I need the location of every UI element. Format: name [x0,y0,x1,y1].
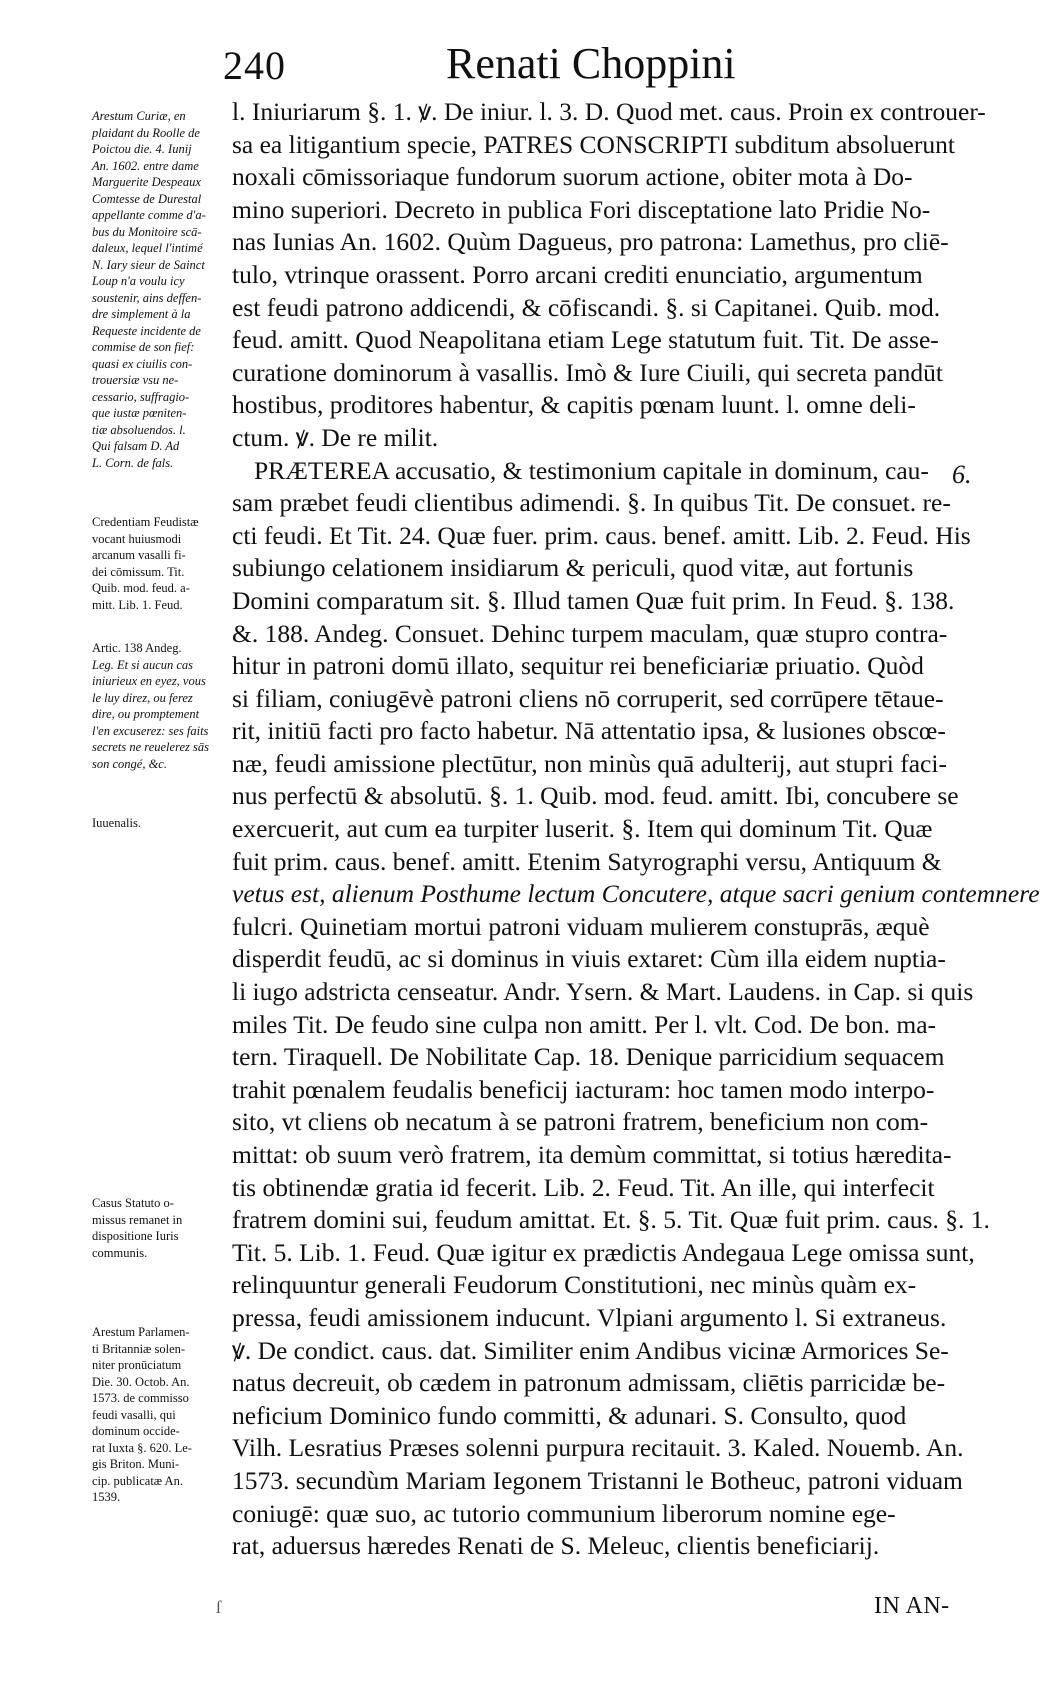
note-line: quasi ex ciuilis con- [92,356,193,371]
text-line: coniugē: quæ suo, ac tutorio communium liberorum nomine ege- [232,1498,896,1528]
sidebar-note-arestum-curiae [92,108,222,471]
text-line: exercuerit, aut cum ea turpiter luserit. §. Item qui dominum Tit. Quæ [232,814,933,844]
note-line: secrets ne reuelerez sās [92,740,209,754]
note-line: le luy direz, ou ferez [92,690,193,705]
text-line: rat, aduersus hæredes Renati de S. Meleuc, clientis beneficiarij. [232,1531,880,1561]
stray-ink-mark: ſ [216,1597,222,1617]
text-line: tis obtinendæ gratia id fecerit. Lib. 2. Feud. Tit. An ille, qui interfecit [232,1172,935,1202]
note-line: tiæ absoluendos. l. [92,422,186,437]
note-line: dre simplement à la [92,307,191,321]
note-line: feudi vasalli, qui [92,1407,176,1422]
main-text-block [232,96,1040,1563]
note-line: 1539. [92,1490,121,1504]
text-line: tern. Tiraquell. De Nobilitate Cap. 18. Denique parricidium sequacem [232,1042,945,1072]
text-line: si filiam, coniugēvè patroni cliens nō corruperit, sed corrūpere tētaue- [232,683,944,713]
note-line: Qui falsam D. Ad [92,439,180,453]
note-line: Quib. mod. feud. a- [92,581,190,595]
text-line: li iugo adstricta censeatur. Andr. Ysern. & Mart. Laudens. in Cap. si quis [232,977,974,1007]
text-line: miles Tit. De feudo sine culpa non amitt. Per l. vlt. Cod. De bon. ma- [232,1009,937,1039]
text-line: ctum. ꝟ. De re milit. [232,422,439,452]
note-line: Comtesse de Durestal [92,191,202,206]
text-line: Tit. 5. Lib. 1. Feud. Quæ igitur ex prædictis Andegaua Lege omissa sunt, [232,1237,975,1267]
note-line: rat Iuxta §. 620. Le- [92,1440,192,1455]
text-line: tulo, vtrinque orassent. Porro arcani crediti enunciatio, argumentum [232,259,923,289]
note-line: cip. publicatæ An. [92,1473,183,1488]
note-line: dei cōmissum. Tit. [92,564,185,579]
note-line: trouersiæ vsu ne- [92,373,179,387]
note-line: Iuuenalis. [92,816,141,830]
note-line: Arestum Parlamen- [92,1325,190,1339]
note-line: commise de son fief: [92,340,195,354]
text-line: nas Iunias An. 1602. Quùm Dagueus, pro patrona: Lamethus, pro cliē- [232,227,949,257]
note-line: An. 1602. entre dame [92,158,199,173]
running-title: Renati Choppini [446,39,736,88]
note-line: communis. [92,1245,148,1260]
note-line: cessario, suffragio- [92,389,190,404]
note-line: Arestum Curiæ, en [92,109,186,123]
text-line: nus perfectū & absolutū. §. 1. Quib. mod. feud. amitt. Ibi, concubere se [232,781,959,811]
text-line: pressa, feudi amissionem inducunt. Vlpiani argumento l. Si extraneus. [232,1302,947,1332]
text-line: næ, feudi amissione plectūtur, non minùs quā adulterij, aut stupri faci- [232,748,947,778]
text-line: hitur in patroni domū illato, sequitur rei beneficiariæ priuatio. Quòd [232,651,924,681]
sidebar-note-arestum-parlamenti [92,1324,222,1506]
note-line: Poictou die. 4. Iunij [92,142,192,156]
quotation-line: vetus est, alienum Posthume lectum Concutere, atque sacri genium contemnere [232,879,1040,909]
text-line: subiungo celationem insidiarum & periculi, quod vitæ, aut fortunis [232,553,914,583]
note-line: niter pronūciatum [92,1358,182,1372]
note-line: N. Iary sieur de Sainct [92,257,205,272]
text-line: rit, initiū facti pro facto habetur. Nā attentatio ipsa, & lusiones obscœ- [232,716,946,746]
note-line: Requeste incidente de [92,323,201,338]
text-line: curatione dominorum à vasallis. Imò & Iure Ciuili, qui secreta pandūt [232,357,943,387]
text-line: cti feudi. Et Tit. 24. Quæ fuer. prim. caus. benef. amitt. Lib. 2. Feud. His [232,520,971,550]
note-line: missus remanet in [92,1212,183,1227]
text-line: relinquuntur generali Feudorum Constitutioni, nec minùs quàm ex- [232,1270,917,1300]
text-line: noxali cōmissoriaque fundorum suorum actione, obiter mota à Do- [232,162,913,192]
text-line: mino superiori. Decreto in publica Fori disceptatione lato Pridie No- [232,194,931,224]
note-line: Marguerite Despeaux [92,175,201,189]
note-line: arcanum vasalli fi- [92,548,186,562]
text-line: neficium Dominico fundo committi, & adunari. S. Consulto, quod [232,1400,907,1430]
note-line: mitt. Lib. 1. Feud. [92,597,183,612]
note-line: dominum occide- [92,1424,180,1438]
text-line: Domini comparatum sit. §. Illud tamen Quæ fuit prim. In Feud. §. 138. [232,585,955,615]
text-line: sito, vt cliens ob necatum à se patroni fratrem, beneficium non com- [232,1107,929,1137]
text-line: fulcri. Quinetiam mortui patroni viduam mulierem constuprās, æquè [232,911,930,941]
note-line: bus du Monitoire scā- [92,224,202,239]
note-line: Loup n'a voulu icy [92,274,185,288]
note-line: son congé, &c. [92,756,167,771]
note-line: l'en excuserez: ses faits [92,723,209,738]
note-line: Casus Statuto o- [92,1196,174,1210]
margin-section-marker: 6. [952,460,972,489]
note-line: Credentiam Feudistæ [92,515,199,529]
text-line: fratrem domini sui, feudum amittat. Et. §. 5. Tit. Quæ fuit prim. caus. §. 1. [232,1205,990,1235]
paragraph-start-line: PRÆTEREA accusatio, & testimonium capitale in dominum, cau- [254,455,929,485]
note-line: ti Britanniæ solen- [92,1341,186,1356]
text-line: l. Iniuriarum §. 1. ꝟ. De iniur. l. 3. D. Quod met. caus. Proin ex controuer- [232,97,986,126]
note-line: soustenir, ains deffen- [92,290,202,305]
text-line: trahit pœnalem feudalis beneficij iacturam: hoc tamen modo interpo- [232,1074,935,1104]
text-line: feud. amitt. Quod Neapolitana etiam Lege statutum fuit. Tit. De asse- [232,325,939,355]
note-line: vocant huiusmodi [92,531,182,546]
text-line: sa ea litigantium specie, PATRES CONSCRIPTI subditum absoluerunt [232,129,955,159]
text-line: 1573. secundùm Mariam Iegonem Tristanni le Botheuc, patroni viduam [232,1465,963,1495]
note-line: gis Briton. Muni- [92,1457,180,1471]
note-line: daleux, lequel l'intimé [92,241,203,255]
text-line: mittat: ob suum verò fratrem, ita demùm committat, si totius hæredita- [232,1140,952,1169]
note-line: que iustæ pœniten- [92,406,187,420]
note-line: 1573. de commisso [92,1391,189,1405]
text-line: ꝟ. De condict. caus. dat. Similiter enim Andibus vicinæ Armorices Se- [232,1335,949,1365]
sidebar-note-artic-138 [92,640,222,772]
text-line: sam præbet feudi clientibus adimendi. §. In quibus Tit. De consuet. re- [232,488,951,518]
text-line: natus decreuit, ob cædem in patronum admissam, cliētis parricidæ be- [232,1368,946,1398]
note-line: Die. 30. Octob. An. [92,1374,190,1389]
text-line: disperdit feudū, ac si dominus in viuis extaret: Cùm illa eidem nuptia- [232,944,946,974]
sidebar-note-casus-statuto [92,1195,222,1261]
note-line: dire, ou promptement [92,707,200,721]
note-line: dispositione Iuris [92,1229,179,1243]
text-line: &. 188. Andeg. Consuet. Dehinc turpem maculam, quæ stupro contra- [232,618,948,648]
note-line: iniurieux en eyez, vous [92,674,206,688]
text-line: est feudi patrono addicendi, & cōfiscandi. §. si Capitanei. Quib. mod. [232,292,941,322]
sidebar-note-credentiam [92,514,222,613]
note-line: Leg. Et si aucun cas [92,657,194,672]
sidebar-note-iuuenalis [92,815,222,832]
text-line: hostibus, proditores habentur, & capitis pœnam luunt. l. omne deli- [232,390,916,420]
note-line: Artic. 138 Andeg. [92,641,182,655]
catchword: IN AN- [874,1593,950,1619]
note-line: plaidant du Roolle de [92,125,200,140]
page-number: 240 [223,43,286,88]
note-line: appellante comme d'a- [92,208,206,222]
text-line: fuit prim. caus. benef. amitt. Etenim Satyrographi versu, Antiquum & [232,846,942,876]
text-line: Vilh. Lesratius Præses solenni purpura recitauit. 3. Kaled. Nouemb. An. [232,1433,964,1463]
note-line: L. Corn. de fals. [92,455,174,470]
